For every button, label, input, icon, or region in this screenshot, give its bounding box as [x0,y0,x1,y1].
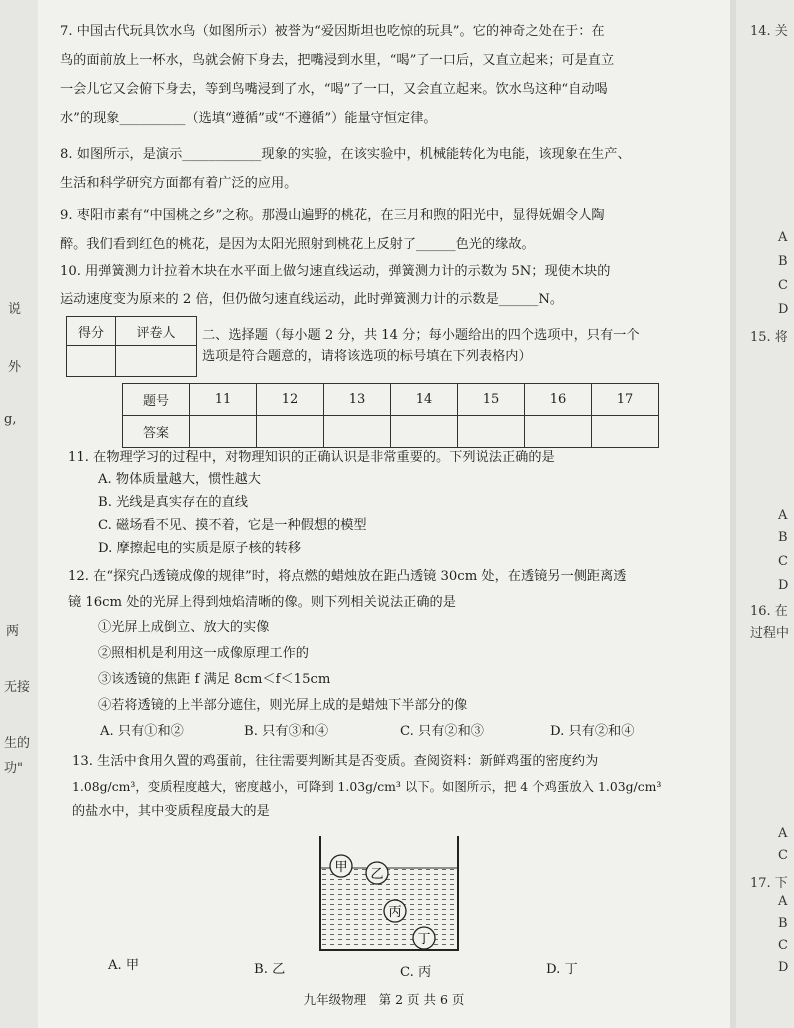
q8-line: 8. 如图所示，是演示____________现象的实验，在该实验中，机械能转化为电能，该现象在生产、 [60,147,631,162]
margin-fragment: 17. 下 [750,876,788,891]
margin-fragment: 无接 [4,680,31,695]
answer-table-header: 15 [458,384,525,416]
answer-cell[interactable] [525,416,592,448]
q9-line: 醉。我们看到红色的桃花，是因为太阳光照射到桃花上反射了______色光的缘故。 [60,237,535,252]
answer-cell[interactable] [391,416,458,448]
margin-fragment: 两 [6,624,20,639]
margin-fragment: D [778,578,789,593]
q11-option: C. 磁场看不见、摸不着，它是一种假想的模型 [98,518,367,533]
q10-line: 运动速度变为原来的 2 倍，但仍做匀速直线运动，此时弹簧测力计的示数是______N。 [60,292,564,307]
answer-cell[interactable] [458,416,525,448]
q13-stem: 的盐水中，其中变质程度最大的是 [72,804,270,819]
answer-table [122,383,659,448]
q13-stem: 13. 生活中食用久置的鸡蛋前，往往需要判断其是否变质。查阅资料：新鲜鸡蛋的密度约为 [72,754,599,769]
grader-cell[interactable] [116,346,197,377]
egg-label: 丙 [388,905,402,920]
q10-line: 10. 用弹簧测力计拉着木块在水平面上做匀速直线运动，弹簧测力计的示数为 5N；现使木块的 [60,264,611,279]
answer-table-header: 17 [592,384,659,416]
margin-fragment: 外 [8,360,22,375]
q12-option: D. 只有②和④ [550,724,635,739]
left-page-edge [0,0,38,1028]
answer-table-header: 题号 [123,384,190,416]
margin-fragment: 16. 在 [750,604,788,619]
q7-line: 鸟的面前放上一杯水，鸟就会俯下身去，把嘴浸到水里，“喝”了一口后，又直立起来；可是直立 [60,53,615,68]
egg-label: 丁 [417,932,431,947]
page-footer: 九年级物理 第 2 页 共 6 页 [303,992,465,1007]
margin-fragment: A [778,230,788,245]
q12-stem: 12. 在“探究凸透镜成像的规律”时，将点燃的蜡烛放在距凸透镜 30cm 处，在透镜另一侧距离透 [68,569,627,584]
margin-fragment: C [778,848,788,863]
section-heading-cont: 选项是符合题意的，请将该选项的标号填在下列表格内） [202,349,532,364]
q12-item: ①光屏上成倒立、放大的实像 [98,620,270,635]
margin-fragment: 功" [4,761,23,776]
section-heading: 二、选择题（每小题 2 分，共 14 分；每小题给出的四个选项中，只有一个 [202,328,640,343]
egg-ding [413,927,435,949]
q13-stem: 1.08g/cm³，变质程度越大，密度越小，可降到 1.03g/cm³ 以下。如图所示，把 4 个鸡蛋放入 1.03g/cm³ [72,779,662,794]
margin-fragment: D [778,960,789,975]
margin-fragment: B [778,530,788,545]
q12-item: ③该透镜的焦距 f 满足 8cm＜f＜15cm [98,672,331,687]
q12-stem: 镜 16cm 处的光屏上得到烛焰清晰的像。则下列相关说法正确的是 [68,595,456,610]
margin-fragment: B [778,916,788,931]
q12-item: ④若将透镜的上半部分遮住，则光屏上成的是蜡烛下半部分的像 [98,698,468,713]
q13-option: B. 乙 [254,962,286,977]
q11-option: A. 物体质量越大，惯性越大 [98,472,261,487]
answer-table-header: 11 [190,384,257,416]
q8-line: 生活和科学研究方面都有着广泛的应用。 [60,176,298,191]
q13-option: C. 丙 [400,965,432,980]
egg-jia [330,855,352,877]
q12-option: A. 只有①和② [100,724,184,739]
answer-table-header: 16 [525,384,592,416]
q12-option: B. 只有③和④ [244,724,329,739]
answer-table-header: 12 [257,384,324,416]
margin-fragment: 过程中 [750,626,790,641]
q12-option: C. 只有②和③ [400,724,484,739]
answer-table-header: 13 [324,384,391,416]
margin-fragment: B [778,254,788,269]
q13-option: A. 甲 [108,958,140,973]
answer-cell[interactable] [324,416,391,448]
score-table [66,316,197,377]
egg-label: 乙 [370,867,384,882]
answer-cell[interactable] [592,416,659,448]
margin-fragment: A [778,826,788,841]
answer-cell[interactable] [257,416,324,448]
margin-fragment: 生的 [4,736,31,751]
margin-fragment: g, [4,412,17,427]
margin-fragment: C [778,938,788,953]
margin-fragment: A [778,508,788,523]
q9-line: 9. 枣阳市素有“中国桃之乡”之称。那漫山遍野的桃花，在三月和煦的阳光中，显得妩媚令人陶 [60,208,605,223]
answer-cell[interactable] [190,416,257,448]
egg-yi [366,862,388,884]
q11-option: B. 光线是真实存在的直线 [98,495,248,510]
grader-header: 评卷人 [116,317,197,346]
q7-line: 水”的现象__________（选填“遵循”或“不遵循”）能量守恒定律。 [60,111,437,126]
score-header: 得分 [67,317,116,346]
beaker-figure [314,832,464,952]
margin-fragment: C [778,278,788,293]
margin-fragment: 说 [8,302,22,317]
margin-fragment: A [778,894,788,909]
egg-label: 甲 [334,860,348,875]
q11-stem: 11. 在物理学习的过程中，对物理知识的正确认识是非常重要的。下列说法正确的是 [68,450,555,465]
score-cell[interactable] [67,346,116,377]
right-page-edge [736,0,794,1028]
answer-table-header: 14 [391,384,458,416]
q11-option: D. 摩擦起电的实质是原子核的转移 [98,541,302,556]
margin-fragment: C [778,554,788,569]
q12-item: ②照相机是利用这一成像原理工作的 [98,646,309,661]
egg-bing [384,900,406,922]
margin-fragment: 14. 关 [750,24,788,39]
q7-line: 一会儿它又会俯下身去，等到鸟嘴浸到了水，“喝”了一口，又会直立起来。饮水鸟这种“自动喝 [60,82,608,97]
answer-row-label: 答案 [123,416,190,448]
margin-fragment: 15. 将 [750,330,788,345]
q13-option: D. 丁 [546,962,578,977]
q7-line: 7. 中国古代玩具饮水鸟（如图所示）被誉为“爱因斯坦也吃惊的玩具”。它的神奇之处在于：在 [60,24,605,39]
margin-fragment: D [778,302,789,317]
